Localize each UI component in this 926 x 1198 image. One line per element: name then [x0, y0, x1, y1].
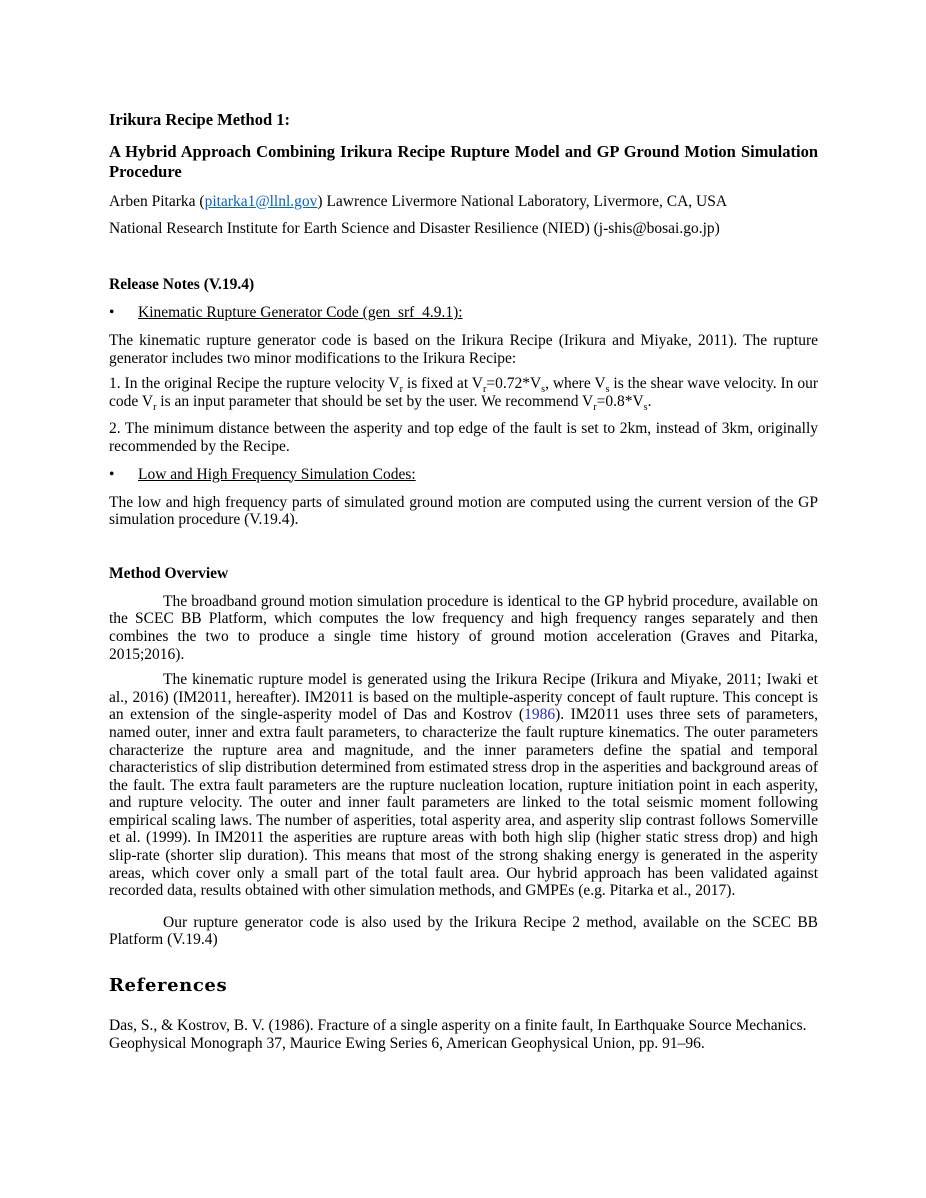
release-notes-heading: Release Notes (V.19.4) — [109, 276, 255, 293]
bullet-label-low-high-frequency: Low and High Frequency Simulation Codes: — [138, 465, 416, 483]
text-segment: =0.8*V — [596, 392, 644, 410]
text-segment: . — [647, 392, 652, 410]
subscript: r — [399, 384, 403, 396]
subscript: s — [541, 384, 546, 396]
text-segment: , where V — [545, 375, 606, 393]
references-heading: References — [109, 975, 228, 997]
bullet-item-frequency-codes — [109, 466, 818, 484]
citation-1986-link[interactable]: 1986 — [524, 706, 556, 724]
text-segment: is fixed at V — [402, 375, 483, 393]
reference-item: Das, S., & Kostrov, B. V. (1986). Fracture of a single asperity on a finite fault, In Earthquake Source Mechanics. Geophysical Monograph 37, Maurice Ewing Series 6, American Geophysical Union, pp. 91–96. — [109, 1017, 807, 1052]
text-segment: The kinematic rupture model is generated using the Irikura Recipe (Irikura and Miyake, 2011; Iwaki et al., 2016) (IM2011, hereafter). IM2011 is based on the multiple-asperity concept of fault rupture. This concept is an extension of the single-asperity model of Das and Kostrov ( — [109, 671, 818, 724]
text-segment: is the shear wave velocity. In our code V — [109, 375, 818, 410]
paragraph-kinematic-intro: The kinematic rupture generator code is based on the Irikura Recipe (Irikura and Miyake, 2011). The rupture generator includes two minor modifications to the Irikura Recipe: — [109, 332, 818, 367]
bullet-item-kinematic — [109, 304, 818, 322]
paragraph-frequency-codes: The low and high frequency parts of simulated ground motion are computed using the current version of the GP simulation procedure (V.19.4). — [109, 493, 818, 529]
text-segment: Arben Pitarka ( — [109, 193, 205, 210]
author-line — [109, 193, 818, 211]
author-email-link[interactable]: pitarka1@llnl.gov — [204, 193, 318, 210]
bullet-icon: • — [109, 304, 115, 321]
subscript: s — [643, 401, 648, 413]
text-segment: ). IM2011 uses three sets of parameters, named outer, inner and extra fault parameters, to characterize the fault rupture kinematics. The outer parameters characterize the rupture area and magnitude, and the inner parameters define the spatial and temporal characteristics of slip distribution determined from estimated stress drop in the asperities and background areas of the fault. The extra fault parameters are the rupture nucleation location, rupture initiation point in each asperity, and rupture velocity. The outer and inner fault parameters are linked to the total seismic moment following empirical scaling laws. The number of asperities, total asperity area, and asperity slip contrast follows Somerville et al. (1999). In IM2011 the asperities are rupture areas with both high slip (higher static stress drop) and high slip-rate (shorter slip duration). This means that most of the strong shaking energy is generated in the asperity areas, which cover only a small part of the total fault area. Our hybrid approach has been validated against recorded data, results obtained with other simulation methods, and GMPEs (e.g. Pitarka et al., 2017). — [109, 706, 818, 900]
paragraph-method-overview-1: The broadband ground motion simulation procedure is identical to the GP hybrid procedure, available on the SCEC BB Platform, which computes the low frequency and high frequency ranges separately and then combines the two to produce a single time history of ground motion acceleration (Graves and Pitarka, 2015;2016). — [109, 592, 818, 663]
subscript: r — [593, 401, 597, 413]
subscript: r — [482, 384, 487, 396]
bullet-label-kinematic-rupture-generator: Kinematic Rupture Generator Code (gen_srf_4.9.1): — [138, 304, 463, 321]
subscript: r — [153, 401, 157, 413]
text-segment: =0.72*V — [486, 375, 542, 393]
paragraph-method-overview-3: Our rupture generator code is also used by the Irikura Recipe 2 method, available on the SCEC BB Platform (V.19.4) — [109, 913, 818, 949]
document-subtitle: A Hybrid Approach Combining Irikura Recipe Rupture Model and GP Ground Motion Simulation Procedure — [109, 142, 818, 181]
text-segment: 1. In the original Recipe the rupture velocity V — [109, 375, 400, 393]
text-segment: ) Lawrence Livermore National Laboratory, Livermore, CA, USA — [317, 193, 728, 210]
affiliation-line: National Research Institute for Earth Science and Disaster Resilience (NIED) (j-shis@bosai.go.jp) — [109, 220, 720, 237]
method-overview-heading: Method Overview — [109, 564, 229, 582]
document-title: Irikura Recipe Method 1: — [109, 110, 291, 129]
paragraph-modification-2: 2. The minimum distance between the asperity and top edge of the fault is set to 2km, instead of 3km, originally recommended by the Recipe. — [109, 420, 818, 455]
paragraph-method-overview-2 — [109, 671, 818, 900]
subscript: s — [605, 384, 610, 396]
bullet-icon: • — [109, 465, 115, 483]
text-segment: is an input parameter that should be set by the user. We recommend V — [156, 392, 594, 410]
paragraph-modification-1 — [109, 375, 818, 413]
